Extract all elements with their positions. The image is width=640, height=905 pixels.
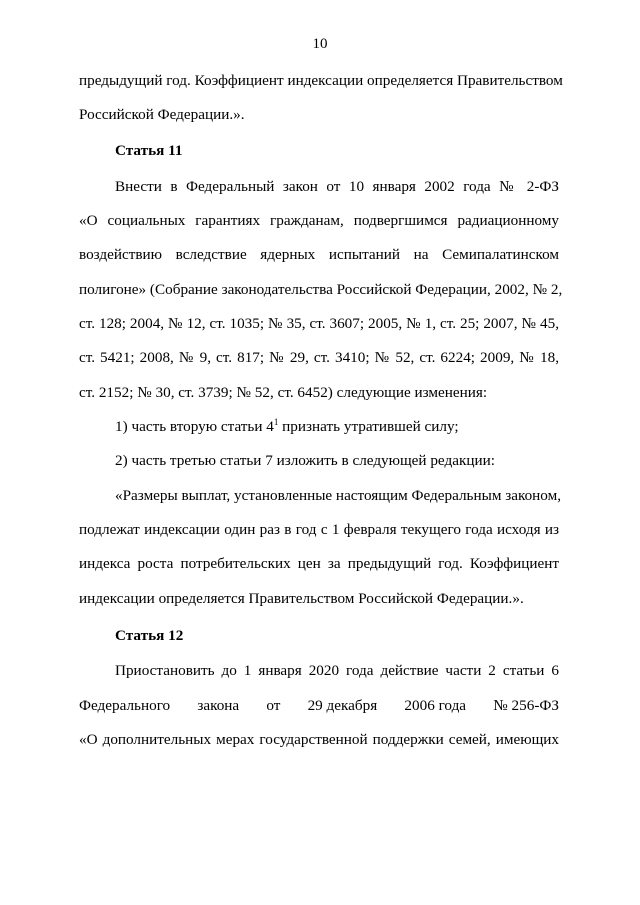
text-line: «Размеры выплат, установленные настоящим Федеральным законом, xyxy=(115,487,562,504)
text-line: подлежат индексации один раз в год с 1 февраля текущего года исходя из xyxy=(79,521,559,538)
list-item-2: 2) часть третью статьи 7 изложить в следующей редакции: xyxy=(115,452,495,469)
article-heading-12: Статья 12 xyxy=(115,627,184,644)
word: 29 декабря xyxy=(307,697,378,714)
text-segment: признать утратившей силу; xyxy=(278,418,459,435)
text-line-spread xyxy=(79,697,559,715)
word: от xyxy=(266,697,281,714)
text-line: воздействию вследствие ядерных испытаний на Семипалатинском xyxy=(79,246,559,263)
text-segment: 1) часть вторую статьи 4 xyxy=(115,418,274,435)
page-number: 10 xyxy=(312,36,328,52)
text-line: ст. 128; 2004, № 12, ст. 1035; № 35, ст. 3607; 2005, № 1, ст. 25; 2007, № 45, xyxy=(79,315,559,332)
text-line: предыдущий год. Коэффициент индексации определяется Правительством xyxy=(79,72,563,89)
word: № 256-ФЗ xyxy=(493,697,559,714)
text-line: «О дополнительных мерах государственной поддержки семей, имеющих xyxy=(79,731,559,748)
text-line: ст. 5421; 2008, № 9, ст. 817; № 29, ст. 3410; № 52, ст. 6224; 2009, № 18, xyxy=(79,349,559,366)
text-line: Внести в Федеральный закон от 10 января 2002 года № 2-ФЗ xyxy=(115,178,559,195)
text-line: ст. 2152; № 30, ст. 3739; № 52, ст. 6452) следующие изменения: xyxy=(79,384,488,401)
list-item-1 xyxy=(115,419,459,434)
word: Федерального xyxy=(79,697,171,714)
word: 2006 года xyxy=(404,697,467,714)
text-line: Приостановить до 1 января 2020 года действие части 2 статьи 6 xyxy=(115,662,559,679)
article-heading-11: Статья 11 xyxy=(115,142,183,159)
superscript: 1 xyxy=(273,417,279,427)
text-line: Российской Федерации.». xyxy=(79,106,245,123)
text-line: полигоне» (Собрание законодательства Российской Федерации, 2002, № 2, xyxy=(79,281,563,298)
text-line: «О социальных гарантиях гражданам, подвергшимся радиационному xyxy=(79,212,559,229)
word: закона xyxy=(197,697,240,714)
text-line: индекса роста потребительских цен за предыдущий год. Коэффициент xyxy=(79,555,559,572)
text-line: индексации определяется Правительством Российской Федерации.». xyxy=(79,590,524,607)
